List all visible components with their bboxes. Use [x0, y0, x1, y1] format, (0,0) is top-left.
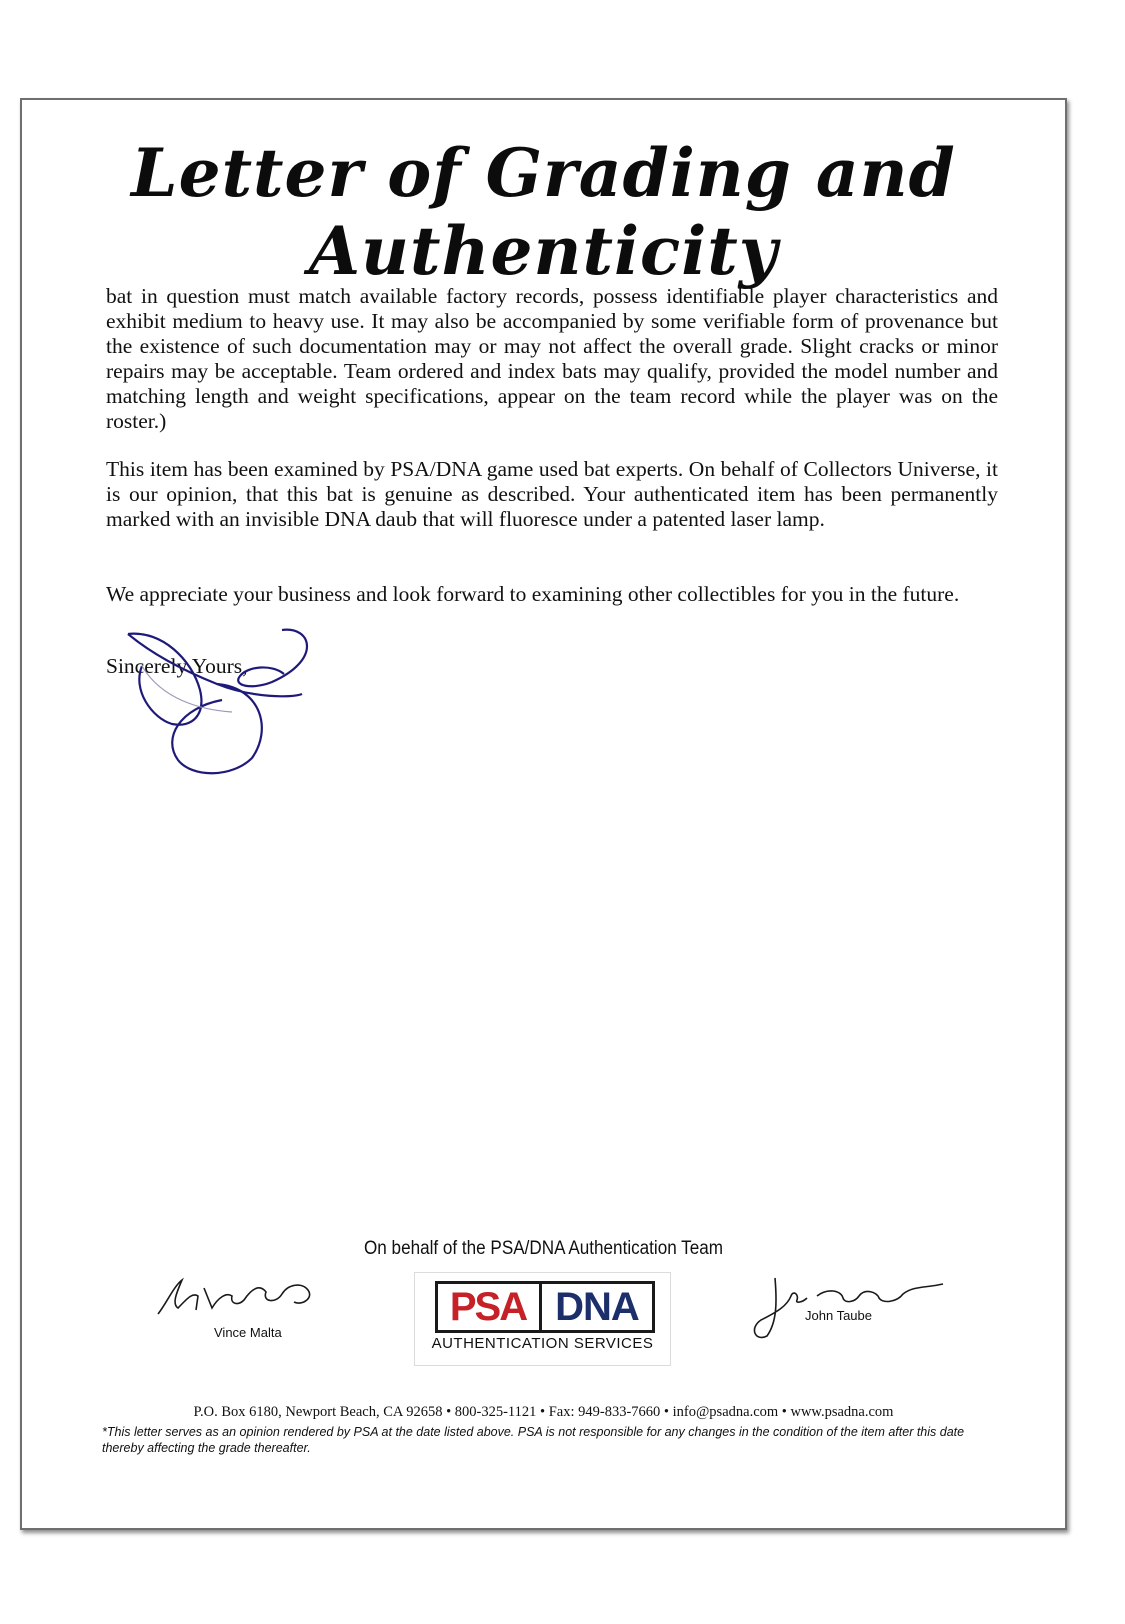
letter-page: [20, 98, 1067, 1530]
body-paragraph-3: We appreciate your business and look forward to examining other collectibles for you in the future.: [106, 582, 960, 606]
body-paragraph-2: This item has been examined by PSA/DNA game used bat experts. On behalf of Collectors Universe, it is our opinion, that this bat is genuine as described. Your authenticated item has been permanently marked with an invisible DNA daub that will fluoresce under a patented laser lamp.: [106, 457, 998, 531]
letter-title-line2: Authenticity: [308, 212, 779, 290]
authentication-team-heading: On behalf of the PSA/DNA Authentication Team: [363, 1238, 724, 1259]
psa-dna-logo-box: [435, 1281, 655, 1333]
handwritten-signature: [122, 620, 322, 780]
dna-logo-text: DNA: [555, 1285, 639, 1329]
letter-title-line1: Letter of Grading and: [131, 134, 956, 212]
signature-vince-malta: [152, 1274, 332, 1324]
disclaimer-text: *This letter serves as an opinion rendered by PSA at the date listed above. PSA is not responsible for any changes in the condition of the item after this date thereby affecting the grade thereafter.: [102, 1425, 965, 1455]
signer-right-name: John Taube: [805, 1308, 872, 1323]
psa-dna-logo: [414, 1272, 671, 1366]
logo-divider: [539, 1284, 542, 1330]
signer-left-name: Vince Malta: [214, 1325, 282, 1340]
logo-subtitle: AUTHENTICATION SERVICES: [431, 1335, 654, 1352]
psa-logo-text: PSA: [449, 1285, 527, 1329]
body-paragraph-1: bat in question must match available factory records, possess identifiable player characteristics and exhibit medium to heavy use. It may also be accompanied by some verifiable form of provenance but the existence of such documentation may or may not affect the overall grade. Slight cracks or minor repairs may be acceptable. Team ordered and index bats may qualify, provided the model number and matching length and weight specifications, appear on the team record while the player was on the roster.): [106, 284, 998, 433]
signature-john-taube: [747, 1272, 947, 1342]
closing-salutation: Sincerely Yours,: [106, 654, 248, 678]
contact-info: P.O. Box 6180, Newport Beach, CA 92658 • 800-325-1121 • Fax: 949-833-7660 • info@psadna.com • www.psadna.com: [193, 1404, 894, 1420]
